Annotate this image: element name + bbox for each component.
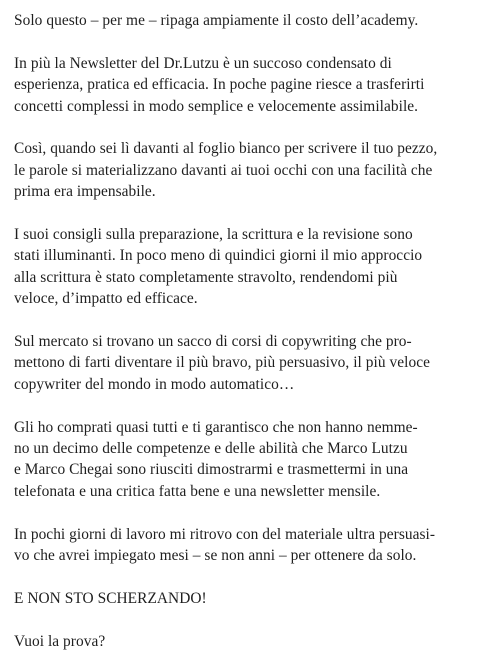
text-line: e Marco Chegai sono riusciti dimostrarmi e trasmettermi in una bbox=[14, 461, 409, 479]
closing-question bbox=[14, 631, 473, 652]
paragraph bbox=[14, 524, 473, 567]
text-line: alla scrittura è stato completamente stravolto, rendendomi più bbox=[14, 268, 398, 286]
text-line: Gli ho comprati quasi tutti e ti garantisco che non hanno nemme- bbox=[14, 418, 418, 436]
text-line: veloce, d’impatto ed efficace. bbox=[14, 290, 198, 308]
paragraph bbox=[14, 224, 473, 310]
paragraph bbox=[14, 417, 473, 503]
text-line: stati illuminanti. In poco meno di quindici giorni il mio approccio bbox=[14, 247, 423, 265]
text-line: I suoi consigli sulla preparazione, la scrittura e la revisione sono bbox=[14, 226, 413, 244]
text-line: vo che avrei impiegato mesi – se non anni – per ottenere da solo. bbox=[14, 547, 417, 565]
text-line: Vuoi la prova? bbox=[14, 632, 106, 650]
text-line: concetti complessi in modo semplice e velocemente assimilabile. bbox=[14, 97, 419, 115]
text-line: prima era impensabile. bbox=[14, 183, 156, 201]
text-line: le parole si materializzano davanti ai tuoi occhi con una facilità che bbox=[14, 161, 433, 179]
text-line: In pochi giorni di lavoro mi ritrovo con del materiale ultra persuasi- bbox=[14, 525, 436, 543]
paragraph bbox=[14, 331, 473, 395]
text-line: mettono di farti diventare il più bravo, più persuasivo, il più veloce bbox=[14, 354, 430, 372]
paragraph bbox=[14, 53, 473, 117]
text-line: Solo questo – per me – ripaga ampiamente il costo dell’academy. bbox=[14, 12, 419, 29]
paragraph bbox=[14, 10, 473, 31]
text-line: Sul mercato si trovano un sacco di corsi di copywriting che pro- bbox=[14, 333, 412, 351]
text-line: In più la Newsletter del Dr.Lutzu è un succoso condensato di bbox=[14, 54, 392, 72]
text-line: no un decimo delle competenze e delle abilità che Marco Lutzu bbox=[14, 440, 408, 458]
text-line: telefonata e una critica fatta bene e una newsletter mensile. bbox=[14, 482, 381, 500]
text-line: E NON STO SCHERZANDO! bbox=[14, 589, 207, 607]
emphasis-paragraph bbox=[14, 588, 473, 609]
text-line: esperienza, pratica ed efficacia. In poche pagine riesce a trasferirti bbox=[14, 76, 425, 94]
paragraph bbox=[14, 138, 473, 202]
text-line: Così, quando sei lì davanti al foglio bianco per scrivere il tuo pezzo, bbox=[14, 140, 438, 158]
text-line: copywriter del mondo in modo automatico… bbox=[14, 375, 295, 393]
